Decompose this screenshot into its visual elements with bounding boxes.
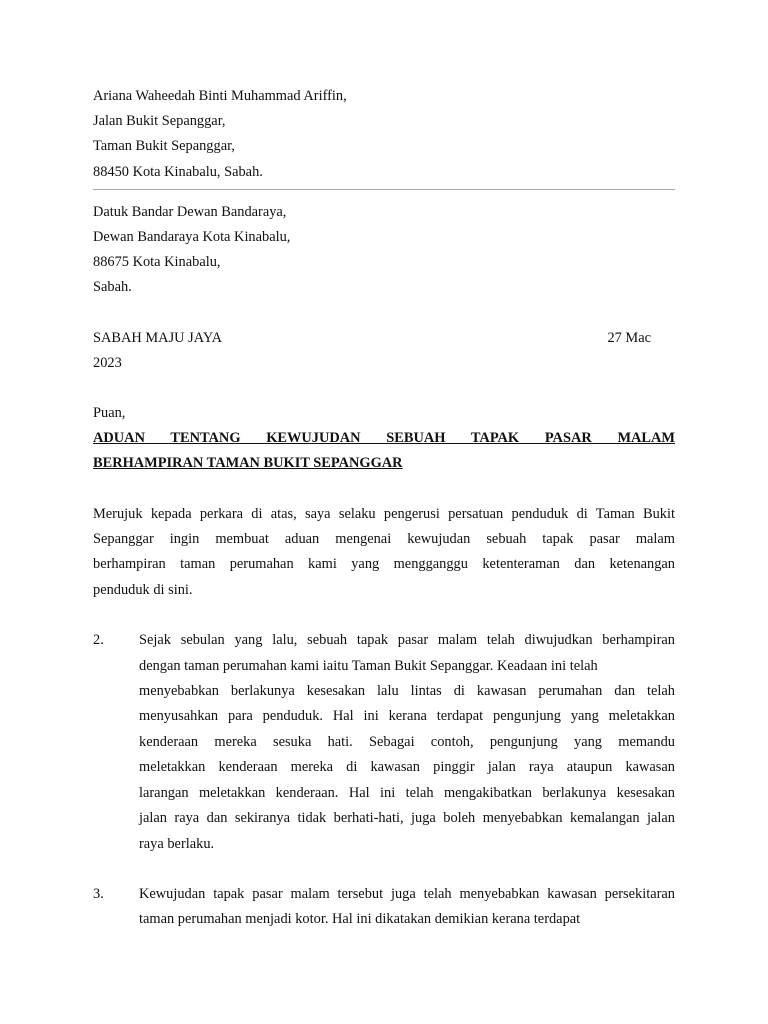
- paragraph-2-line: raya berlaku.: [139, 835, 215, 852]
- sender-name: Ariana Waheedah Binti Muhammad Ariffin,: [93, 88, 347, 104]
- paragraph-2-number: 2.: [93, 632, 104, 649]
- paragraph-2-line: dengan taman perumahan kami iaitu Taman Bukit Sepanggar. Keadaan ini telah: [139, 657, 598, 674]
- paragraph-1-line: Sepanggar ingin membuat aduan mengenai kewujudan sebuah tapak pasar malam: [93, 531, 675, 548]
- paragraph-3-line: Kewujudan tapak pasar malam tersebut juga telah menyebabkan kawasan persekitaran: [139, 885, 675, 902]
- sender-street: Jalan Bukit Sepanggar,: [93, 113, 226, 130]
- paragraph-2-line: menyebabkan berlakunya kesesakan lalu lintas di kawasan perumahan dan telah: [139, 683, 675, 700]
- subject-line-2: BERHAMPIRAN TAMAN BUKIT SEPANGGAR: [93, 455, 403, 472]
- paragraph-3: [93, 882, 675, 933]
- recipient-title: Datuk Bandar Dewan Bandaraya,: [93, 203, 287, 220]
- recipient-state: Sabah.: [93, 279, 132, 296]
- paragraph-2-line: meletakkan kenderaan mereka di kawasan pinggir jalan raya ataupun kawasan: [139, 759, 675, 776]
- date-text-day-month: 27 Mac: [607, 329, 651, 346]
- paragraph-1-line: penduduk di sini.: [93, 581, 193, 598]
- paragraph-2-line: menyusahkan para penduduk. Hal ini kerana terdapat pengunjung yang meletakkan: [139, 708, 675, 725]
- paragraph-1: [93, 502, 675, 604]
- paragraph-2-line: larangan meletakkan kenderaan. Hal ini telah mengakibatkan berlakunya kesesakan: [139, 784, 675, 801]
- reference-line: [93, 326, 675, 351]
- paragraph-3-number: 3.: [93, 885, 104, 902]
- paragraph-2: [93, 628, 675, 857]
- paragraph-1-line: Merujuk kepada perkara di atas, saya selaku pengerusi persatuan penduduk di Taman Bukit: [93, 505, 675, 522]
- subject-line-1: ADUAN TENTANG KEWUJUDAN SEBUAH TAPAK PASAR MALAM: [93, 430, 675, 447]
- sender-city: 88450 Kota Kinabalu, Sabah.: [93, 163, 263, 180]
- paragraph-2-line: jalan raya dan sekiranya tidak berhati-hati, juga boleh menyebabkan kemalangan jalan: [139, 810, 675, 827]
- motto-text: SABAH MAJU JAYA: [93, 329, 223, 346]
- salutation: Puan,: [93, 405, 126, 422]
- sender-area: Taman Bukit Sepanggar,: [93, 138, 235, 155]
- paragraph-2-line: kenderaan mereka sesuka hati. Sebagai contoh, pengunjung yang memandu: [139, 733, 675, 750]
- subject-heading: [93, 426, 675, 476]
- letter-page: [93, 84, 675, 933]
- paragraph-2-line: Sejak sebulan yang lalu, sebuah tapak pasar malam telah diwujudkan berhampiran: [139, 632, 675, 649]
- sender-address: [93, 84, 675, 185]
- recipient-office: Dewan Bandaraya Kota Kinabalu,: [93, 229, 291, 246]
- paragraph-1-line: berhampiran taman perumahan kami yang mengganggu ketenteraman dan ketenangan: [93, 556, 675, 573]
- divider-line: [93, 189, 675, 190]
- recipient-address: [93, 200, 675, 301]
- paragraph-3-line: taman perumahan menjadi kotor. Hal ini dikatakan demikian kerana terdapat: [139, 911, 581, 928]
- recipient-city: 88675 Kota Kinabalu,: [93, 254, 221, 271]
- date-text-year: 2023: [93, 354, 122, 371]
